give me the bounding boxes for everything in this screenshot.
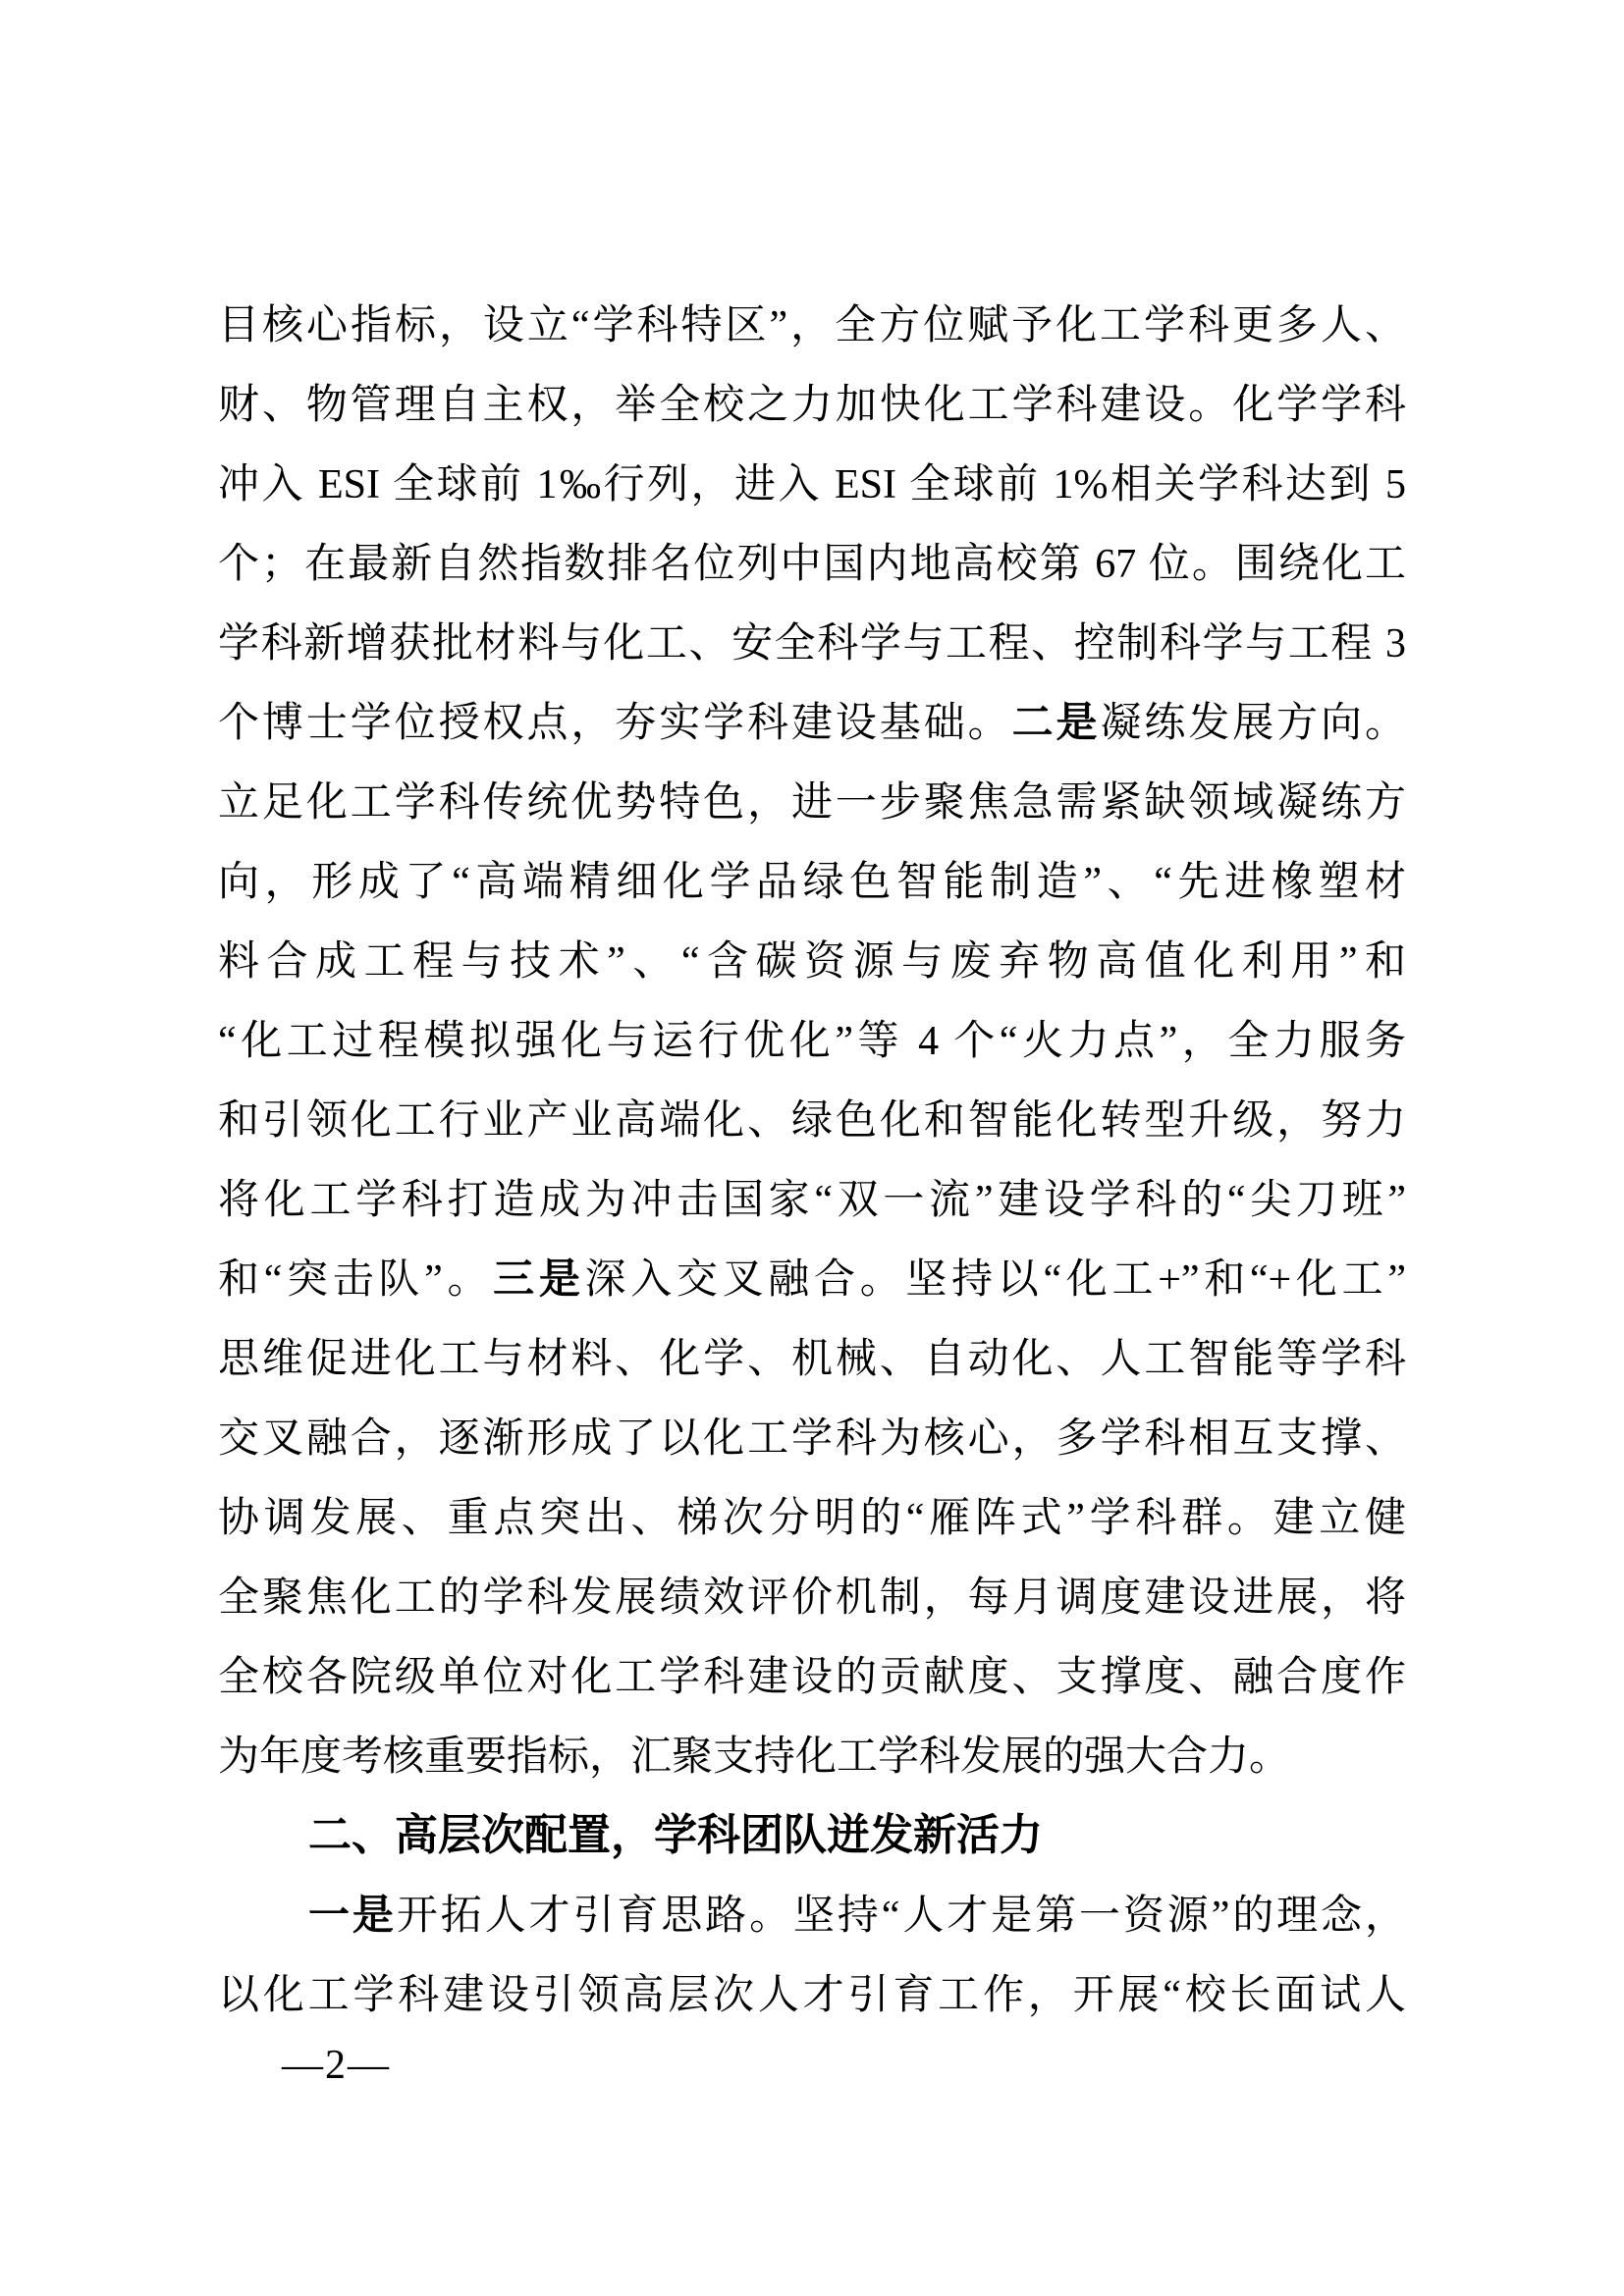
text-line: [218, 682, 1406, 762]
line-text: 交叉融合，逐渐形成了以化工学科为核心，多学科相互支撑、: [218, 1416, 1406, 1462]
line-text: 协调发展、重点突出、梯次分明的“雁阵式”学科群。建立健: [218, 1496, 1406, 1541]
line-text: 料合成工程与技术”、“含碳资源与废弃物高值化利用”和: [218, 939, 1406, 985]
line-text: 以化工学科建设引领高层次人才引育工作，开展“校长面试人: [218, 1973, 1406, 2018]
text-line: [218, 364, 1406, 444]
text-line: [218, 1875, 1406, 1954]
bold-phrase: 三是: [493, 1255, 585, 1302]
text-line: [218, 1716, 1406, 1795]
text-line: [218, 1398, 1406, 1477]
text-line: [218, 523, 1406, 603]
text-line: [218, 1159, 1406, 1239]
line-text: 和引领化工行业产业高端化、绿色化和智能化转型升级，努力: [218, 1098, 1406, 1144]
line-text: 学科新增获批材料与化工、安全科学与工程、控制科学与工程 3: [218, 621, 1406, 667]
line-text: 全聚焦化工的学科发展绩效评价机制，每月调度建设进展，将: [218, 1575, 1406, 1621]
text-line: [218, 1954, 1406, 2034]
text-line: [218, 921, 1406, 1000]
line-text: 财、物管理自主权，举全校之力加快化工学科建设。化学学科: [218, 383, 1406, 428]
line-text: 凝练发展方向。: [1100, 701, 1406, 746]
text-line: [218, 1239, 1406, 1318]
bold-phrase: 二是: [1011, 699, 1101, 745]
line-text: 全校各院级单位对化工学科建设的贡献度、支撑度、融合度作: [218, 1655, 1406, 1700]
text-line: [218, 1557, 1406, 1636]
text-line: [218, 762, 1406, 841]
line-text: 为年度考核重要指标，汇聚支持化工学科发展的强大合力。: [218, 1735, 1291, 1780]
text-line: [218, 444, 1406, 523]
line-text: 个；在最新自然指数排名位列中国内地高校第 67 位。围绕化工: [218, 542, 1406, 587]
line-text: 目核心指标，设立“学科特区”，全方位赋予化工学科更多人、: [218, 303, 1406, 348]
text-line: [218, 1000, 1406, 1080]
section-heading: [218, 1795, 1406, 1875]
text-line: [218, 1080, 1406, 1159]
line-text: 向，形成了“高端精细化学品绿色智能制造”、“先进橡塑材: [218, 860, 1406, 905]
bold-phrase: 一是: [308, 1892, 397, 1938]
line-text: 冲入 ESI 全球前 1‰行列，进入 ESI 全球前 1%相关学科达到 5: [218, 462, 1406, 507]
text-line: [218, 285, 1406, 364]
line-text: 思维促进化工与材料、化学、机械、自动化、人工智能等学科: [218, 1337, 1406, 1382]
line-text: 和“突击队”。: [218, 1257, 494, 1303]
line-text: 个博士学位授权点，夯实学科建设基础。: [218, 701, 1012, 746]
line-text: 深入交叉融合。坚持以“化工+”和“+化工”: [584, 1257, 1406, 1303]
text-line: [218, 1636, 1406, 1716]
line-text: 将化工学科打造成为冲击国家“双一流”建设学科的“尖刀班”: [218, 1178, 1406, 1223]
text-line: [218, 1318, 1406, 1398]
page-number: —2—: [282, 2043, 391, 2088]
text-line: [218, 841, 1406, 921]
line-text: 立足化工学科传统优势特色，进一步聚焦急需紧缺领域凝练方: [218, 780, 1406, 826]
text-line: [218, 1477, 1406, 1557]
text-line: [218, 603, 1406, 682]
line-text: 开拓人才引育思路。坚持“人才是第一资源”的理念，: [396, 1894, 1406, 1939]
heading-text: 二、高层次配置，学科团队迸发新活力: [308, 1811, 1043, 1859]
document-body: [218, 285, 1406, 2034]
line-text: “化工过程模拟强化与运行优化”等 4 个“火力点”，全力服务: [218, 1019, 1406, 1064]
